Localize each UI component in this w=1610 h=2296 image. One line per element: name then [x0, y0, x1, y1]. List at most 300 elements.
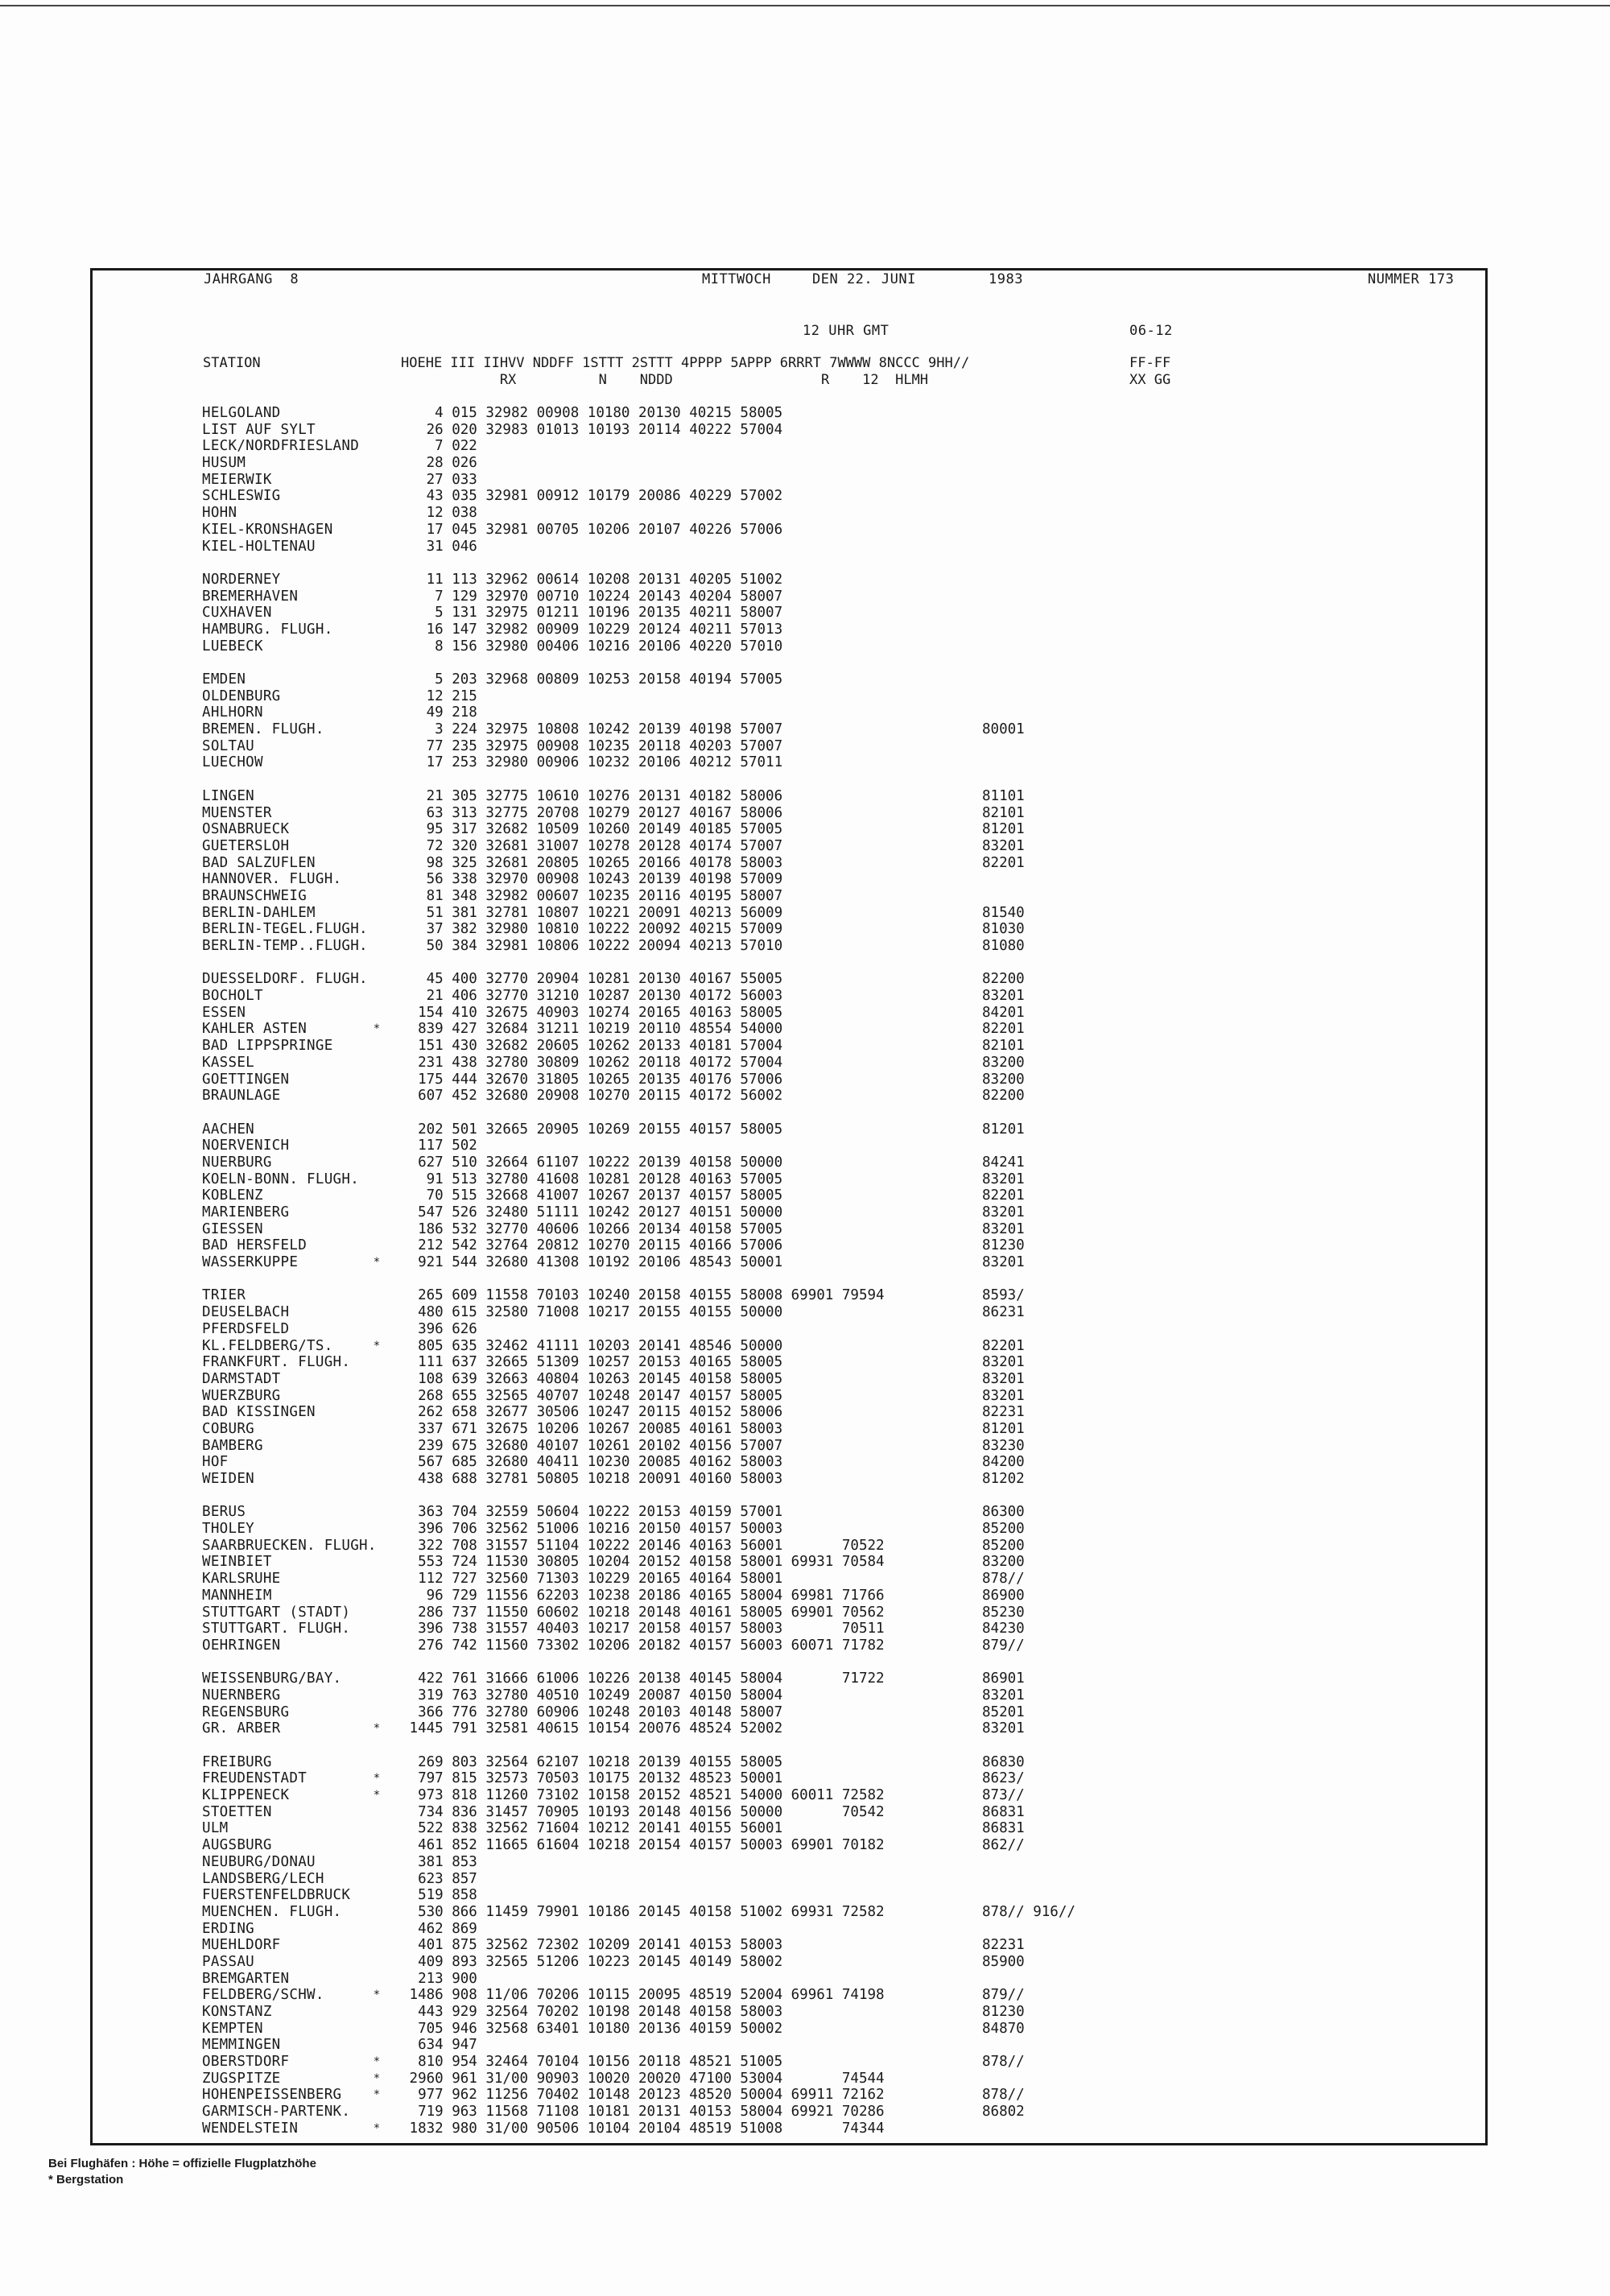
station-name: STUTTGART. FLUGH.	[202, 1621, 351, 1637]
cloud-group: 878// 916//	[982, 1903, 1075, 1920]
synop-groups: 977 962 11256 70402 10148 20123 48520 50004 69911 72162	[401, 2087, 885, 2104]
station-name: KAHLER ASTEN	[202, 1021, 308, 1038]
synop-groups: 154 410 32675 40903 10274 20165 40163 58005	[401, 1004, 783, 1021]
cloud-group	[982, 572, 1119, 588]
synop-groups: 1486 908 11/06 70206 10115 20095 48519 52004 69961 74198	[401, 1987, 885, 2004]
mountain-marker	[373, 539, 381, 555]
mountain-marker	[373, 1670, 381, 1687]
station-name: HOF	[202, 1454, 229, 1471]
station-name: KOELN-BONN. FLUGH.	[202, 1171, 360, 1187]
mountain-marker: *	[373, 2071, 381, 2085]
station-name: KONSTANZ	[202, 2004, 272, 2020]
cloud-group: 81230	[982, 1237, 1025, 1254]
cloud-group: 83200	[982, 1554, 1025, 1571]
synop-groups: 5 203 32968 00809 10253 20158 40194 57005	[401, 671, 783, 688]
mountain-marker	[373, 1588, 381, 1604]
synop-groups: 37 382 32980 10810 10222 20092 40215 57009	[401, 921, 783, 938]
synop-groups: 98 325 32681 20805 10265 20166 40178 58003	[401, 854, 783, 871]
mountain-marker	[373, 1371, 381, 1388]
station-name: HOHENPEISSENBERG	[202, 2087, 342, 2104]
station-name: AACHEN	[202, 1121, 255, 1138]
synop-groups: 70 515 32668 41007 10267 20137 40157 58005	[401, 1187, 783, 1204]
cloud-group	[982, 1971, 1119, 1988]
mountain-marker	[373, 1854, 381, 1871]
cloud-group: 81230	[982, 2004, 1025, 2020]
station-name: LANDSBERG/LECH	[202, 1870, 324, 1887]
station-name: STOETTEN	[202, 1803, 272, 1820]
cloud-group	[982, 1737, 1119, 1754]
synop-groups: 705 946 32568 63401 10180 20136 40159 50002	[401, 2020, 783, 2037]
cloud-group: 81540	[982, 904, 1025, 921]
cloud-group: 86231	[982, 1304, 1025, 1321]
station-name	[202, 1654, 391, 1671]
synop-groups: 805 635 32462 41111 10203 20141 48546 50000	[401, 1337, 783, 1354]
station-name: SAARBRUECKEN. FLUGH.	[202, 1537, 377, 1554]
station-name: HANNOVER. FLUGH.	[202, 871, 342, 888]
mountain-marker: *	[373, 1772, 381, 1786]
cloud-group	[982, 955, 1119, 972]
station-name: KL.FELDBERG/TS.	[202, 1337, 333, 1354]
mountain-marker	[373, 1704, 381, 1721]
cloud-group: 83201	[982, 988, 1025, 1005]
mountain-marker	[373, 1954, 381, 1971]
synop-groups: 91 513 32780 41608 10281 20128 40163 57005	[401, 1171, 783, 1187]
station-name: MARIENBERG	[202, 1204, 290, 1220]
station-name: BAD LIPPSPRINGE	[202, 1038, 333, 1055]
mountain-marker	[373, 671, 381, 688]
cloud-group: 86300	[982, 1504, 1025, 1521]
synop-groups: 522 838 32562 71604 10212 20141 40155 56001	[401, 1820, 783, 1837]
synop-groups: 797 815 32573 70503 10175 20132 48523 50001	[401, 1770, 783, 1787]
station-name: ULM	[202, 1820, 229, 1837]
cloud-group	[982, 405, 1119, 422]
station-name: DARMSTADT	[202, 1370, 281, 1387]
station-name: HELGOLAND	[202, 405, 281, 421]
cloud-group: 83201	[982, 1254, 1025, 1271]
synop-groups: 623 857	[401, 1870, 477, 1887]
cloud-group	[982, 1488, 1119, 1505]
mountain-marker	[373, 638, 381, 655]
cloud-group	[982, 1321, 1119, 1338]
mountain-marker	[373, 1654, 381, 1671]
station-name: BREMERHAVEN	[202, 588, 299, 605]
mountain-marker	[373, 721, 381, 738]
mountain-marker	[373, 1187, 381, 1204]
synop-groups: 72 320 32681 31007 10278 20128 40174 57007	[401, 837, 783, 854]
cloud-group: 83201	[982, 837, 1025, 854]
synop-groups: 268 655 32565 40707 10248 20147 40157 58005	[401, 1387, 783, 1404]
cloud-group: 85200	[982, 1521, 1025, 1538]
station-name: WEISSENBURG/BAY.	[202, 1670, 342, 1687]
synop-groups: 921 544 32680 41308 10192 20106 48543 50001	[401, 1254, 783, 1271]
synop-groups: 5 131 32975 01211 10196 20135 40211 58007	[401, 605, 783, 621]
synop-groups: 95 317 32682 10509 10260 20149 40185 57005	[401, 821, 783, 838]
mountain-marker	[373, 572, 381, 588]
cloud-group: 82200	[982, 971, 1025, 988]
synop-groups: 77 235 32975 00908 10235 20118 40203 57007	[401, 737, 783, 754]
cloud-group	[982, 888, 1119, 905]
cloud-group: 86831	[982, 1820, 1025, 1837]
mountain-marker	[373, 1055, 381, 1072]
column-xxgg: XX GG	[1129, 372, 1171, 388]
cloud-group: 83201	[982, 1354, 1025, 1371]
mountain-marker	[373, 1404, 381, 1421]
cloud-group: 82201	[982, 1021, 1025, 1038]
cloud-group: 83200	[982, 1071, 1025, 1088]
synop-groups: 12 038	[401, 505, 477, 522]
mountain-marker	[373, 1138, 381, 1154]
station-name: FREUDENSTADT	[202, 1770, 308, 1787]
cloud-group: 86831	[982, 1803, 1025, 1820]
cloud-group	[982, 1271, 1119, 1288]
mountain-marker: *	[373, 1722, 381, 1736]
station-name: KIEL-HOLTENAU	[202, 538, 316, 555]
synop-groups: 31 046	[401, 538, 477, 555]
synop-groups: 239 675 32680 40107 10261 20102 40156 57007	[401, 1437, 783, 1454]
mountain-marker	[373, 1820, 381, 1837]
synop-groups: 262 658 32677 30506 10247 20115 40152 58006	[401, 1404, 783, 1421]
station-name: HAMBURG. FLUGH.	[202, 621, 333, 638]
cloud-group	[982, 1921, 1119, 1938]
station-name: ESSEN	[202, 1004, 246, 1021]
mountain-marker	[373, 1971, 381, 1988]
station-name: BREMEN. FLUGH.	[202, 721, 324, 738]
mountain-marker	[373, 422, 381, 439]
cloud-group	[982, 422, 1119, 439]
footnote-mountain-station: * Bergstation	[48, 2173, 124, 2187]
mountain-marker	[373, 605, 381, 621]
mountain-marker	[373, 1737, 381, 1754]
synop-groups: 322 708 31557 51104 10222 20146 40163 56001 70522	[401, 1537, 885, 1554]
mountain-marker	[373, 1904, 381, 1921]
station-name: NUERBURG	[202, 1154, 272, 1171]
cloud-group	[982, 688, 1119, 705]
station-name: KARLSRUHE	[202, 1571, 281, 1588]
synop-groups: 43 035 32981 00912 10179 20086 40229 57002	[401, 488, 783, 505]
cloud-group	[982, 1854, 1119, 1871]
synop-groups: 839 427 32684 31211 10219 20110 48554 54000	[401, 1021, 783, 1038]
station-name	[202, 955, 391, 972]
mountain-marker	[373, 1388, 381, 1405]
station-name: MEMMINGEN	[202, 2037, 281, 2054]
synop-groups: 3 224 32975 10808 10242 20139 40198 57007	[401, 721, 783, 738]
cloud-group: 81201	[982, 821, 1025, 838]
synop-groups: 108 639 32663 40804 10263 20145 40158 58005	[401, 1370, 783, 1387]
station-name: THOLEY	[202, 1521, 255, 1538]
synop-groups: 63 313 32775 20708 10279 20127 40167 58006	[401, 804, 783, 821]
mountain-marker	[373, 1421, 381, 1438]
cloud-group: 83201	[982, 1720, 1025, 1737]
synop-groups: 17 045 32981 00705 10206 20107 40226 57006	[401, 521, 783, 538]
station-column	[202, 405, 391, 2137]
station-name: KIEL-KRONSHAGEN	[202, 521, 333, 538]
cloud-group: 81201	[982, 1420, 1025, 1437]
cloud-group: 81101	[982, 787, 1025, 804]
mountain-marker	[373, 1038, 381, 1055]
cloud-group: 83201	[982, 1220, 1025, 1237]
footnote-airports: Bei Flughäfen : Höhe = offizielle Flugplatzhöhe	[48, 2157, 316, 2170]
mountain-marker	[373, 1072, 381, 1088]
cloud-group	[982, 771, 1119, 788]
station-name: WEIDEN	[202, 1471, 255, 1487]
cloud-group	[982, 1105, 1119, 1121]
station-name: BOCHOLT	[202, 988, 263, 1005]
synop-groups: 21 305 32775 10610 10276 20131 40182 58006	[401, 787, 783, 804]
cloud-group	[982, 438, 1119, 455]
mountain-marker	[373, 921, 381, 938]
mountain-marker: *	[373, 2121, 381, 2135]
station-name	[202, 555, 391, 572]
cloud-group: 81202	[982, 1471, 1025, 1487]
station-name: KOBLENZ	[202, 1187, 263, 1204]
mountain-marker-column	[373, 405, 381, 2137]
mountain-marker	[373, 488, 381, 505]
synop-groups: 462 869	[401, 1920, 477, 1937]
synop-groups: 519 858	[401, 1887, 477, 1904]
cloud-group	[982, 2120, 1119, 2137]
mountain-marker	[373, 1921, 381, 1938]
station-name: BAD SALZUFLEN	[202, 854, 316, 871]
cloud-group	[982, 638, 1119, 655]
cloud-group	[982, 555, 1119, 572]
mountain-marker	[373, 938, 381, 955]
station-name: FUERSTENFELDBRUCK	[202, 1887, 351, 1904]
station-name: GARMISCH-PARTENK.	[202, 2104, 351, 2120]
mountain-marker	[373, 821, 381, 838]
synop-groups: 212 542 32764 20812 10270 20115 40166 57006	[401, 1237, 783, 1254]
station-name: CUXHAVEN	[202, 605, 272, 621]
cloud-group: 85200	[982, 1537, 1025, 1554]
station-name: GUETERSLOH	[202, 837, 290, 854]
cloud-group: 84200	[982, 1454, 1025, 1471]
station-name: DEUSELBACH	[202, 1304, 290, 1321]
synop-groups: 175 444 32670 31805 10265 20135 40176 57006	[401, 1071, 783, 1088]
mountain-marker	[373, 2104, 381, 2120]
mountain-marker	[373, 1304, 381, 1321]
synop-groups: 810 954 32464 70104 10156 20118 48521 51005	[401, 2054, 783, 2071]
station-name: FREIBURG	[202, 1753, 272, 1770]
mountain-marker	[373, 1121, 381, 1138]
synop-groups: 381 853	[401, 1853, 477, 1870]
station-name: NEUBURG/DONAU	[202, 1853, 316, 1870]
cloud-group: 84201	[982, 1004, 1025, 1021]
synop-groups: 366 776 32780 60906 10248 20103 40148 58007	[401, 1703, 783, 1720]
mountain-marker	[373, 1438, 381, 1455]
cloud-group: 83201	[982, 1204, 1025, 1220]
cloud-group: 862//	[982, 1837, 1025, 1854]
mountain-marker	[373, 1287, 381, 1304]
mountain-marker	[373, 1804, 381, 1821]
cloud-group: 86901	[982, 1670, 1025, 1687]
cloud-group	[982, 738, 1119, 755]
station-name: KLIPPENECK	[202, 1787, 290, 1804]
synop-groups: 231 438 32780 30809 10262 20118 40172 57004	[401, 1054, 783, 1071]
cloud-group: 873//	[982, 1787, 1025, 1804]
station-name: PFERDSFELD	[202, 1320, 290, 1337]
station-name: OSNABRUECK	[202, 821, 290, 838]
year: 1983	[989, 271, 1023, 287]
cloud-group: 83200	[982, 1054, 1025, 1071]
mountain-marker	[373, 1504, 381, 1521]
cloud-group: 82231	[982, 1937, 1025, 1954]
mountain-marker	[373, 838, 381, 855]
mountain-marker	[373, 855, 381, 872]
date: DEN 22. JUNI	[812, 271, 916, 287]
station-name	[202, 1105, 391, 1121]
station-name: AUGSBURG	[202, 1837, 272, 1854]
synop-groups: 547 526 32480 51111 10242 20127 40151 50000	[401, 1204, 783, 1220]
cloud-group: 86900	[982, 1587, 1025, 1604]
cloud-group	[982, 621, 1119, 638]
station-name: BERLIN-TEMP..FLUGH.	[202, 938, 368, 954]
station-name: LUECHOW	[202, 754, 263, 771]
synop-groups: 286 737 11550 60602 10218 20148 40161 58005 69901 70562	[401, 1604, 885, 1621]
cloud-group: 879//	[982, 1637, 1025, 1654]
cloud-group: 82201	[982, 1337, 1025, 1354]
cloud-group	[982, 655, 1119, 671]
synop-groups: 96 729 11556 62203 10238 20186 40165 58004 69981 71766	[401, 1587, 885, 1604]
cloud-group: 84230	[982, 1621, 1025, 1637]
synop-groups: 530 866 11459 79901 10186 20145 40158 51002 69931 72582	[401, 1903, 885, 1920]
mountain-marker	[373, 1637, 381, 1654]
mountain-marker	[373, 905, 381, 922]
mountain-marker	[373, 1154, 381, 1171]
cloud-group: 8593/	[982, 1287, 1025, 1304]
mountain-marker	[373, 2004, 381, 2021]
synop-groups: 112 727 32560 71303 10229 20165 40164 58001	[401, 1571, 783, 1588]
station-name	[202, 771, 391, 788]
mountain-marker	[373, 1471, 381, 1488]
mountain-marker	[373, 1204, 381, 1221]
mountain-marker: *	[373, 1789, 381, 1803]
mountain-marker	[373, 1488, 381, 1505]
station-name: SCHLESWIG	[202, 488, 281, 505]
mountain-marker: *	[373, 1022, 381, 1036]
station-name: ZUGSPITZE	[202, 2070, 281, 2087]
mountain-marker	[373, 1937, 381, 1954]
station-name: STUTTGART (STADT)	[202, 1604, 351, 1621]
cloud-group	[982, 2071, 1119, 2087]
synop-groups: 186 532 32770 40606 10266 20134 40158 57005	[401, 1220, 783, 1237]
mountain-marker	[373, 1005, 381, 1022]
synop-groups: 567 685 32680 40411 10230 20085 40162 58003	[401, 1454, 783, 1471]
synop-groups: 17 253 32980 00906 10232 20106 40212 57011	[401, 754, 783, 771]
synop-groups: 27 033	[401, 471, 477, 488]
synop-groups: 49 218	[401, 704, 477, 721]
cloud-group: 82231	[982, 1404, 1025, 1421]
station-name: MANNHEIM	[202, 1587, 272, 1604]
synop-groups: 117 502	[401, 1138, 477, 1154]
station-name: BERLIN-DAHLEM	[202, 904, 316, 921]
station-name: GOETTINGEN	[202, 1071, 290, 1088]
cloud-group: 83201	[982, 1171, 1025, 1187]
mountain-marker	[373, 1271, 381, 1288]
station-name: SOLTAU	[202, 737, 255, 754]
station-name	[202, 1737, 391, 1754]
synop-groups: 461 852 11665 61604 10218 20154 40157 50003 69901 70182	[401, 1837, 885, 1854]
mountain-marker	[373, 2021, 381, 2038]
mountain-marker	[373, 1554, 381, 1571]
column-station: STATION	[203, 355, 261, 371]
synop-groups: 719 963 11568 71108 10181 20131 40153 58004 69921 70286	[401, 2104, 885, 2120]
issue-number: NUMMER 173	[1368, 271, 1455, 287]
station-name: LIST AUF SYLT	[202, 421, 316, 438]
synop-groups: 8 156 32980 00406 10216 20106 40220 57010	[401, 638, 783, 655]
cloud-group: 878//	[982, 1571, 1025, 1588]
cloud-group	[982, 588, 1119, 605]
mountain-marker	[373, 1088, 381, 1105]
synop-groups: 56 338 32970 00908 10243 20139 40198 57009	[401, 871, 783, 888]
mountain-marker	[373, 1221, 381, 1238]
station-name: PASSAU	[202, 1953, 255, 1970]
synop-groups: 337 671 32675 10206 10267 20085 40161 58003	[401, 1420, 783, 1437]
synop-groups: 734 836 31457 70905 10193 20148 40156 50000 70542	[401, 1803, 885, 1820]
cloud-group	[982, 1887, 1119, 1904]
synop-groups: 973 818 11260 73102 10158 20152 48521 54000 60011 72582	[401, 1787, 885, 1804]
synop-groups: 1445 791 32581 40615 10154 20076 48524 52002	[401, 1720, 783, 1737]
column-codes-line1: HOEHE III IIHVV NDDFF 1STTT 2STTT 4PPPP 5APPP 6RRRT 7WWWW 8NCCC 9HH//	[401, 355, 970, 371]
mountain-marker	[373, 1171, 381, 1188]
cloud-group	[982, 871, 1119, 888]
mountain-marker	[373, 805, 381, 822]
mountain-marker	[373, 1887, 381, 1904]
synop-groups: 111 637 32665 51309 10257 20153 40165 58005	[401, 1354, 783, 1371]
cloud-group: 86802	[982, 2104, 1025, 2120]
mountain-marker	[373, 1354, 381, 1371]
synop-groups: 1832 980 31/00 90506 10104 20104 48519 51008 74344	[401, 2120, 885, 2137]
mountain-marker	[373, 688, 381, 705]
mountain-marker	[373, 871, 381, 888]
cloud-group-column	[982, 405, 1119, 2137]
column-ff: FF-FF	[1129, 355, 1171, 371]
station-name: BREMGARTEN	[202, 1970, 290, 1987]
mountain-marker	[373, 1621, 381, 1637]
synop-groups: 7 129 32970 00710 10224 20143 40204 58007	[401, 588, 783, 605]
cloud-group	[982, 605, 1119, 621]
synop-groups: 26 020 32983 01013 10193 20114 40222 57004	[401, 421, 783, 438]
cloud-group	[982, 488, 1119, 505]
synop-groups: 363 704 32559 50604 10222 20153 40159 57001	[401, 1504, 783, 1521]
cloud-group: 81080	[982, 938, 1025, 954]
synop-groups: 11 113 32962 00614 10208 20131 40205 51002	[401, 571, 783, 588]
cloud-group	[982, 2037, 1119, 2054]
station-name: HUSUM	[202, 455, 246, 472]
cloud-group: 85230	[982, 1604, 1025, 1621]
station-name: OLDENBURG	[202, 688, 281, 704]
cloud-group: 84870	[982, 2020, 1025, 2037]
synop-groups: 28 026	[401, 455, 477, 472]
mountain-marker	[373, 1687, 381, 1704]
mountain-marker	[373, 472, 381, 489]
mountain-marker	[373, 1871, 381, 1888]
mountain-marker	[373, 1237, 381, 1254]
mountain-marker: *	[373, 1339, 381, 1352]
mountain-marker	[373, 738, 381, 755]
synop-groups: 396 738 31557 40403 10217 20158 40157 58003 70511	[401, 1621, 885, 1637]
mountain-marker	[373, 888, 381, 905]
station-name: BRAUNLAGE	[202, 1088, 281, 1105]
cloud-group	[982, 671, 1119, 688]
synop-groups: 607 452 32680 20908 10270 20115 40172 56002	[401, 1088, 783, 1105]
mountain-marker	[373, 1321, 381, 1338]
synop-groups: 12 215	[401, 688, 477, 704]
station-name: WASSERKUPPE	[202, 1254, 299, 1271]
synop-groups: 409 893 32565 51206 10223 20145 40149 58002	[401, 1953, 783, 1970]
mountain-marker	[373, 588, 381, 605]
synop-groups: 627 510 32664 61107 10222 20139 40158 50000	[401, 1154, 783, 1171]
cloud-group: 80001	[982, 721, 1025, 738]
station-name: FELDBERG/SCHW.	[202, 1987, 324, 2004]
